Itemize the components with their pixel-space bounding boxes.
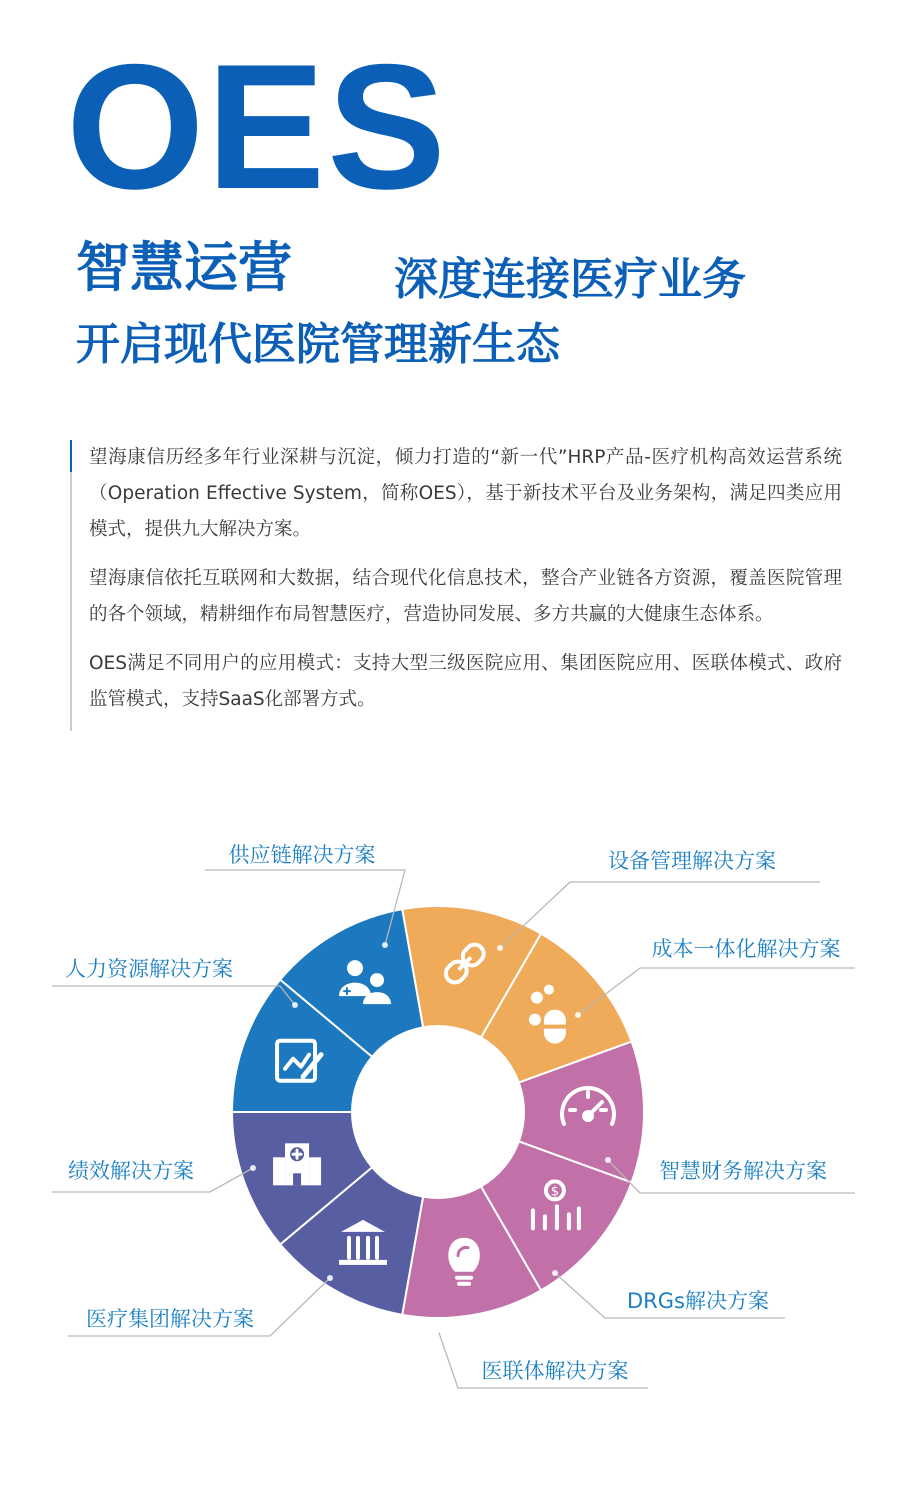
- headline-line2: 开启现代医院管理新生态: [76, 319, 560, 370]
- svg-text:$: $: [550, 1184, 560, 1200]
- solution-label: 医疗集团解决方案: [86, 1307, 254, 1331]
- solution-label: DRGs解决方案: [627, 1289, 769, 1313]
- solution-label: 智慧财务解决方案: [659, 1159, 827, 1183]
- solution-label: 医联体解决方案: [481, 1359, 629, 1383]
- solution-label: 人力资源解决方案: [65, 957, 233, 981]
- leader-dot: [292, 1002, 298, 1008]
- intro-paragraph: OES满足不同用户的应用模式：支持大型三级医院应用、集团医院应用、医联体模式、政府监管模式，支持SaaS化部署方式。: [89, 653, 842, 710]
- intro-paragraph: 望海康信依托互联网和大数据，结合现代化信息技术，整合产业链各方资源，覆盖医院管理的各个领域，精耕细作布局智慧医疗，营造协同发展、多方共赢的大健康生态体系。: [89, 568, 842, 625]
- solution-label: 绩效解决方案: [68, 1159, 194, 1183]
- leader-dot: [382, 942, 388, 948]
- leader-dot: [435, 1327, 441, 1333]
- leader-line: [52, 986, 295, 1005]
- intro-paragraph: 望海康信历经多年行业深耕与沉淀，倾力打造的“新一代”HRP产品-医疗机构高效运营系统（Operation Effective System，简称OES），基于新技术平台及业务架构，满足四类应用模式，提供九大解决方案。: [89, 447, 842, 540]
- solution-label: 供应链解决方案: [228, 843, 376, 867]
- leader-dot: [605, 1157, 611, 1163]
- solution-label: 成本一体化解决方案: [651, 937, 841, 961]
- leader-dot: [250, 1165, 256, 1171]
- leader-dot: [497, 945, 503, 951]
- leader-line: [578, 968, 855, 1015]
- solution-label: 设备管理解决方案: [608, 849, 776, 873]
- brand-title: OES: [66, 27, 448, 226]
- leader-dot: [327, 1275, 333, 1281]
- leader-dot: [575, 1012, 581, 1018]
- leader-dot: [552, 1270, 558, 1276]
- headline-secondary: 深度连接医疗业务: [394, 254, 746, 305]
- headline-primary: 智慧运营: [76, 236, 292, 299]
